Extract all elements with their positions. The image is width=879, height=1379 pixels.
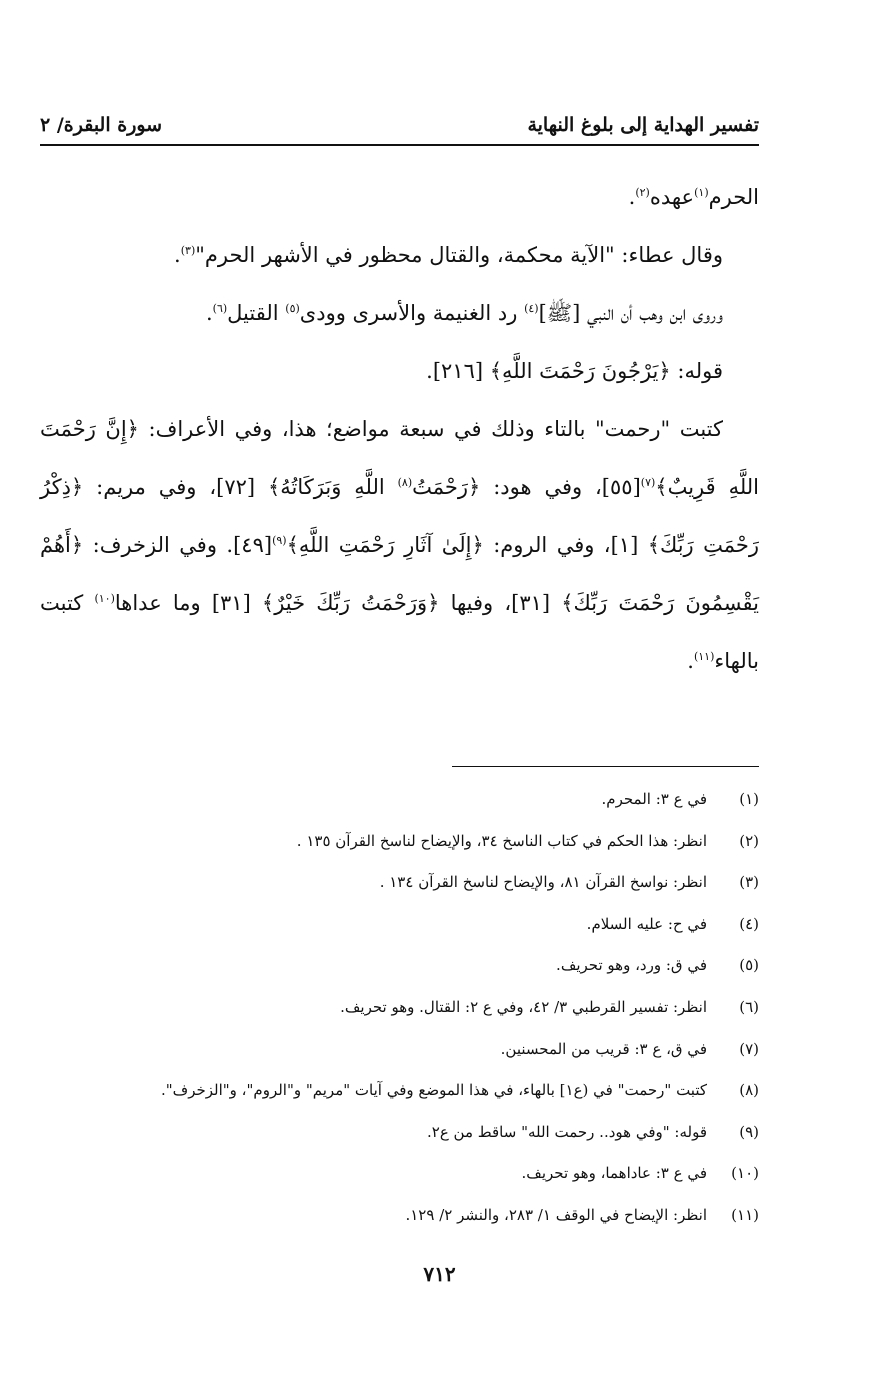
paragraph-5 — [40, 400, 759, 690]
text-run: [٥٥]، وفي هود: ﴿رَحْمَتُ — [412, 475, 641, 499]
footnote — [40, 1040, 759, 1082]
text-run: . — [174, 243, 181, 267]
footnote-number: (١١) — [731, 1205, 759, 1224]
footnote-text: في ق، ع ٣: قريب من المحسنين. — [500, 1039, 707, 1058]
footnote-ref: (٢) — [635, 186, 650, 199]
footnote — [40, 1081, 759, 1123]
text-run: [٤٩]. وفي الزخرف: ﴿أَهُمْ يَقْسِمُونَ رَحْمَتَ رَبِّكَ﴾ [٣١]، وفيها ﴿وَرَحْمَتُ رَبِّكَ خَيْرٌ﴾ [٣١] وما عداها — [40, 533, 759, 615]
footnote-ref: (٣) — [180, 244, 196, 257]
surah-label: سورة البقرة/ ٢ — [40, 114, 163, 136]
footnote-text: في ع ٣: المحرم. — [601, 790, 707, 808]
footnote-separator — [452, 766, 759, 767]
footnote-ref: (٨) — [397, 476, 413, 489]
text-run: رد الغنيمة والأسرى وودى — [299, 301, 525, 325]
paragraph-4: قوله: ﴿يَرْجُونَ رَحْمَتَ اللَّهِ﴾ [٢١٦]. — [426, 359, 723, 383]
footnote-ref: (٦) — [212, 302, 228, 315]
text-run: اللَّهِ وَبَرَكَاتُهُ﴾ [٧٢]، وفي مريم: ﴿ذِكْرُ رَحْمَتِ رَبِّكَ﴾ [١]، وفي الروم: ﴿إِلَىٰ آثَارِ رَحْمَتِ اللَّهِ﴾ — [40, 475, 760, 557]
footnote-text: انظر: الإيضاح في الوقف ١/ ٢٨٣، والنشر ٢/ ١٢٩. — [405, 1205, 707, 1224]
footnote-text: انظر: نواسخ القرآن ٨١، والإيضاح لناسخ القرآن ١٣٤ . — [379, 873, 707, 892]
header-rule — [40, 144, 759, 146]
footnote-ref: (٧) — [640, 476, 656, 489]
text-run: الحرم — [708, 185, 759, 209]
footnote-number: (٣) — [739, 873, 759, 892]
footnotes — [40, 790, 759, 1248]
footnote-text: في ح: عليه السلام. — [586, 914, 707, 933]
book-title: تفسير الهداية إلى بلوغ النهاية — [527, 114, 759, 136]
footnote-text: انظر: هذا الحكم في كتاب الناسخ ٣٤، والإيضاح لناسخ القرآن ١٣٥ . — [296, 831, 707, 850]
footnote — [40, 832, 759, 874]
text-run: . — [628, 185, 636, 209]
paragraph-1 — [40, 168, 759, 226]
footnote-text: قوله: "وفي هود.. رحمت الله" ساقط من ع٢. — [426, 1122, 707, 1141]
text-run: وقال عطاء: "الآية محكمة، والقتال محظور في الأشهر الحرم" — [195, 243, 723, 267]
text-run: . — [205, 301, 213, 325]
footnote-number: (٤) — [739, 914, 759, 933]
footnote-ref: (١١) — [693, 650, 715, 663]
footnote-number: (١) — [739, 790, 759, 808]
running-header — [40, 102, 759, 136]
footnote-ref: (٩) — [272, 534, 287, 547]
page-number: ٧١٢ — [423, 1262, 456, 1286]
text-run: القتيل — [227, 301, 286, 325]
footnote-number: (٩) — [739, 1122, 759, 1141]
footnote-number: (٨) — [739, 1081, 759, 1100]
footnote-number: (٧) — [739, 1039, 759, 1058]
footnote-number: (٦) — [739, 997, 759, 1016]
footnote — [40, 790, 759, 832]
text-run: كتبت بالهاء — [40, 591, 759, 673]
footnote-number: (٢) — [739, 831, 759, 850]
footnote-ref: (١٠) — [94, 592, 115, 605]
footnote — [40, 873, 759, 915]
text-run: كتبت "رحمت" بالتاء وذلك في سبعة مواضع؛ هذا، وفي الأعراف: ﴿إِنَّ رَحْمَتَ اللَّهِ قَرِيبٌ﴾ — [40, 417, 760, 499]
footnote — [40, 956, 759, 998]
footnote-text: انظر: تفسير القرطبي ٣/ ٤٢، وفي ع ٢: القتال. وهو تحريف. — [340, 997, 707, 1016]
footnote-number: (١٠) — [731, 1164, 759, 1183]
footnote-ref: (٤) — [524, 302, 539, 315]
footnote — [40, 915, 759, 957]
footnote — [40, 1123, 759, 1165]
footnote — [40, 998, 759, 1040]
footnote-ref: (١) — [694, 186, 709, 199]
text-run: عهده — [649, 185, 695, 209]
footnote-text: في ع ٣: عاداهما، وهو تحريف. — [521, 1164, 707, 1183]
paragraph-3 — [40, 284, 759, 342]
footnote — [40, 1164, 759, 1206]
text-run: وروى ابن وهب أن النبي [ﷺ] — [538, 301, 723, 325]
main-text — [40, 168, 759, 690]
footnote-ref: (٥) — [285, 302, 300, 315]
footnote-text: كتبت "رحمت" في (ع١] بالهاء، في هذا الموضع وفي آيات "مريم" و"الروم"، و"الزخرف". — [160, 1081, 707, 1100]
text-run: . — [687, 649, 694, 673]
footnote-text: في ق: ورد، وهو تحريف. — [556, 956, 707, 975]
paragraph-2 — [40, 226, 759, 284]
footnote — [40, 1206, 759, 1248]
footnote-number: (٥) — [739, 956, 759, 975]
